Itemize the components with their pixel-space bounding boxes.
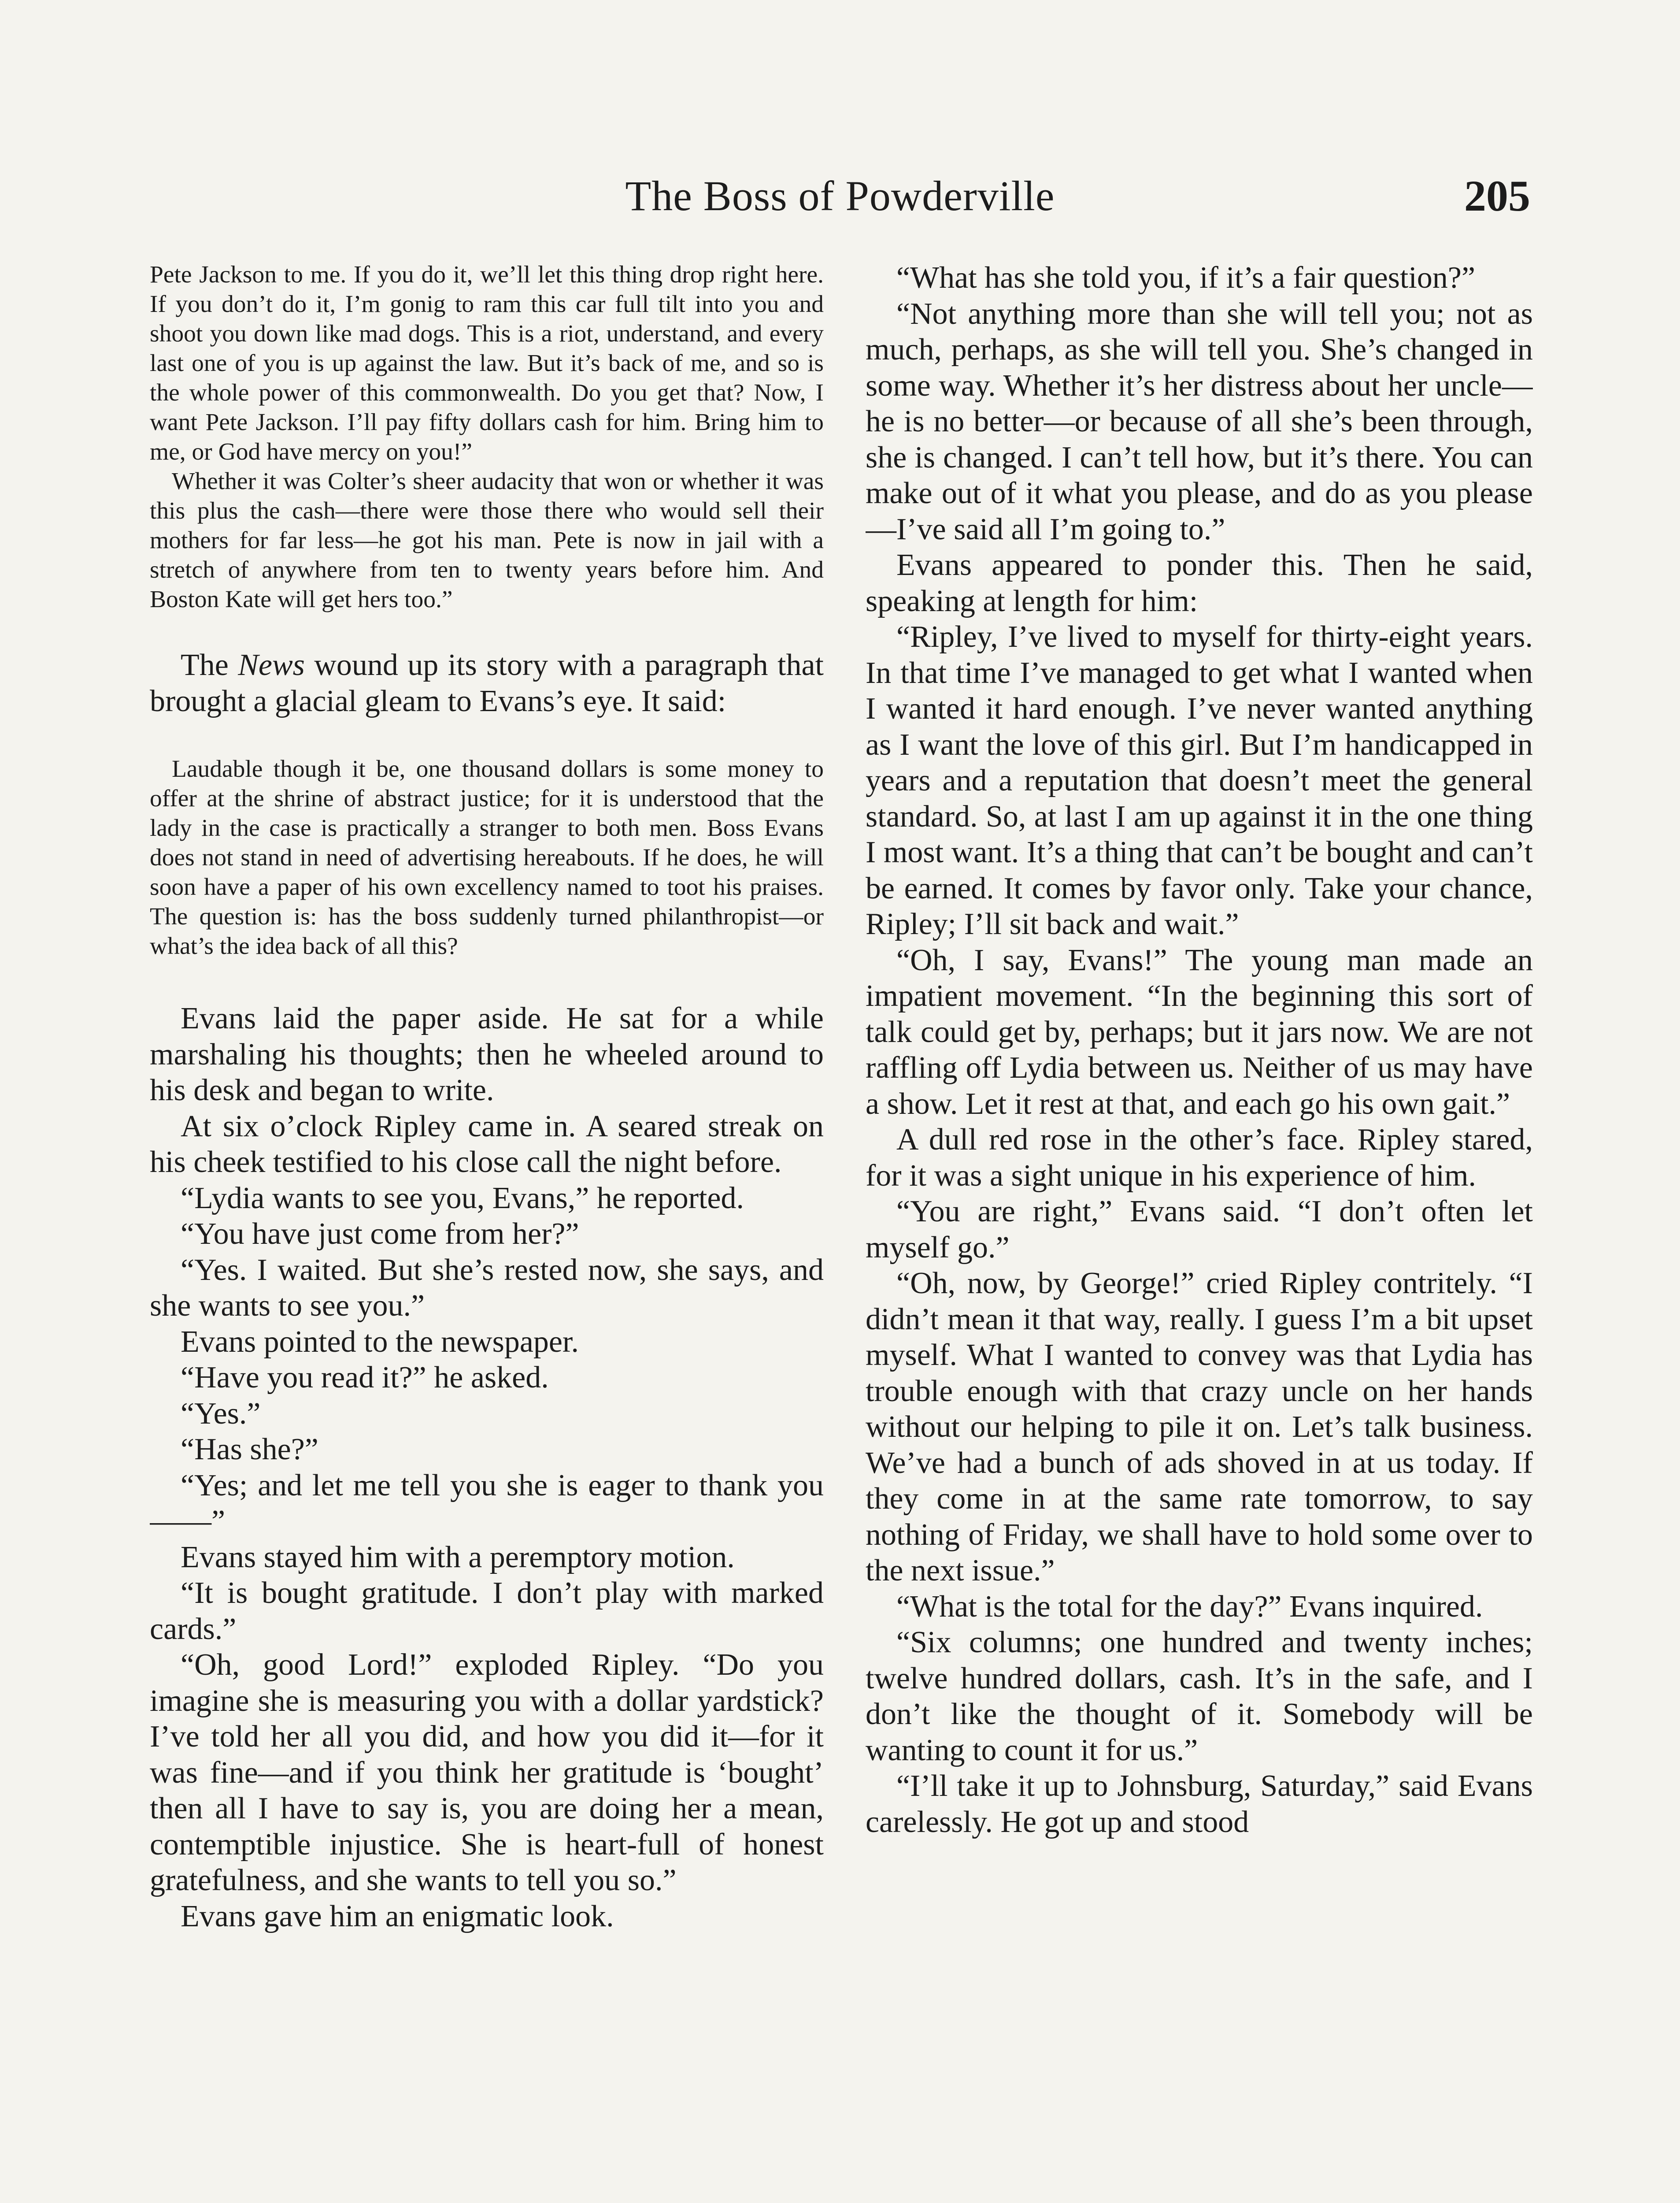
paragraph: Evans laid the paper aside. He sat for a while marshaling his thoughts; then he wheeled around to his desk and began to write. [150, 1001, 824, 1107]
paragraph: Evans gave him an enigmatic look. [181, 1899, 614, 1933]
paragraph: “Yes; and let me tell you she is eager to thank you——” [150, 1468, 824, 1538]
paragraph-text: wound up its story with a paragraph that brought a glacial gleam to Evans’s eye. It said: [150, 648, 824, 718]
paragraph: “You are right,” Evans said. “I don’t often let myself go.” [866, 1194, 1533, 1265]
page-number: 205 [1464, 171, 1530, 220]
paragraph: “Ripley, I’ve lived to myself for thirty-eight years. In that time I’ve managed to get what I wanted when I wanted it hard enough. I’ve never wanted anything as I want the love of this girl. But I’m handicapped in years and a reputation that doesn’t meet the general standard. So, at last I am up against it in the one thing I most want. It’s a thing that can’t be bought and can’t be earned. It comes by favor only. Take your chance, Ripley; I’ll sit back and wait.” [866, 620, 1533, 941]
paragraph: “What has she told you, if it’s a fair question?” [896, 261, 1476, 295]
quoted-paragraph: Laudable though it be, one thousand dollars is some money to offer at the shrine of abstract justice; for it is understood that the lady in the case is practically a stranger to both men. Boss Evans does not stand in need of advertising hereabouts. If he does, he will soon have a paper of his own excellency named to toot his praises. The question is: has the boss suddenly turned philanthropist—or what’s the idea back of all this? [150, 756, 824, 960]
right-column [866, 260, 1533, 2203]
paragraph [150, 647, 824, 719]
paragraph: “It is bought gratitude. I don’t play with marked cards.” [150, 1576, 824, 1646]
paragraph: Evans pointed to the newspaper. [181, 1324, 579, 1359]
paragraph: “Have you read it?” he asked. [181, 1361, 549, 1394]
paragraph-text: The [181, 648, 238, 682]
paragraph: “Oh, now, by George!” cried Ripley contritely. “I didn’t mean it that way, really. I guess I’m a bit upset myself. What I wanted to convey was that Lydia has trouble enough with that crazy uncle on her hands without our helping to pile it on. Let’s talk business. We’ve had a bunch of ads shoved in at us today. If they come in at the same rate tomorrow, to say nothing of Friday, we shall have to hold some over to the next issue.” [866, 1266, 1533, 1587]
paragraph: Evans stayed him with a peremptory motion. [181, 1540, 735, 1574]
paragraph: “Oh, good Lord!” exploded Ripley. “Do you imagine she is measuring you with a dollar yardstick? I’ve told her all you did, and how you did it—for it was fine—and if you think her gratitude is ‘bought’ then all I have to say is, you are doing her a mean, contemptible injustice. She is heart-full of honest gratefulness, and she wants to tell you so.” [150, 1648, 824, 1897]
paragraph: “Not anything more than she will tell you; not as much, perhaps, as she will tell you. She’s changed in some way. Whether it’s her distress about her uncle—he is no better—or because of all she’s been through, she is changed. I can’t tell how, but it’s there. You can make out of it what you please, and do as you please—I’ve said all I’m going to.” [866, 297, 1533, 546]
left-column [150, 260, 824, 2203]
page-title: The Boss of Powderville [625, 172, 1055, 219]
quoted-paragraph: Whether it was Colter’s sheer audacity that won or whether it was this plus the cash—there were those there who would sell their mothers for far less—he got his man. Pete is now in jail with a stretch of anywhere from ten to twenty years before him. And Boston Kate will get hers too.” [150, 468, 824, 613]
paragraph: “You have just come from her?” [181, 1217, 579, 1251]
paragraph: “I’ll take it up to Johnsburg, Saturday,” said Evans carelessly. He got up and stood [866, 1769, 1533, 1839]
paragraph: “Yes.” [181, 1396, 261, 1431]
paragraph: “What is the total for the day?” Evans inquired. [896, 1589, 1483, 1624]
paragraph: “Oh, I say, Evans!” The young man made an impatient movement. “In the beginning this sort of talk could get by, perhaps; but it jars now. We are not raffling off Lydia between us. Neither of us may have a show. Let it rest at that, and each go his own gait.” [866, 943, 1533, 1121]
paragraph: “Six columns; one hundred and twenty inches; twelve hundred dollars, cash. It’s in the safe, and I don’t like the thought of it. Somebody will be wanting to count it for us.” [866, 1625, 1533, 1767]
paragraph: Evans appeared to ponder this. Then he said, speaking at length for him: [866, 548, 1533, 618]
section-gap [150, 719, 824, 754]
quoted-paragraph: Pete Jackson to me. If you do it, we’ll let this thing drop right here. If you don’t do it, I’m gonig to ram this car full tilt into you and shoot you down like mad dogs. This is a riot, understand, and every last one of you is up against the law. But it’s back of me, and so is the whole power of this commonwealth. Do you get that? Now, I want Pete Jackson. I’ll pay fifty dollars cash for him. Bring him to me, or God have mercy on you!” [150, 261, 824, 465]
newspaper-name: News [238, 648, 305, 682]
paragraph: “Yes. I waited. But she’s rested now, she says, and she wants to see you.” [150, 1253, 824, 1323]
section-gap [150, 614, 824, 647]
running-head [150, 170, 1530, 223]
paragraph: At six o’clock Ripley came in. A seared streak on his cheek testified to his close call the night before. [150, 1109, 824, 1179]
paragraph: “Lydia wants to see you, Evans,” he reported. [181, 1181, 744, 1215]
paragraph: A dull red rose in the other’s face. Ripley stared, for it was a sight unique in his experience of him. [866, 1123, 1533, 1193]
paragraph: “Has she?” [181, 1432, 318, 1466]
section-gap [150, 961, 824, 1001]
